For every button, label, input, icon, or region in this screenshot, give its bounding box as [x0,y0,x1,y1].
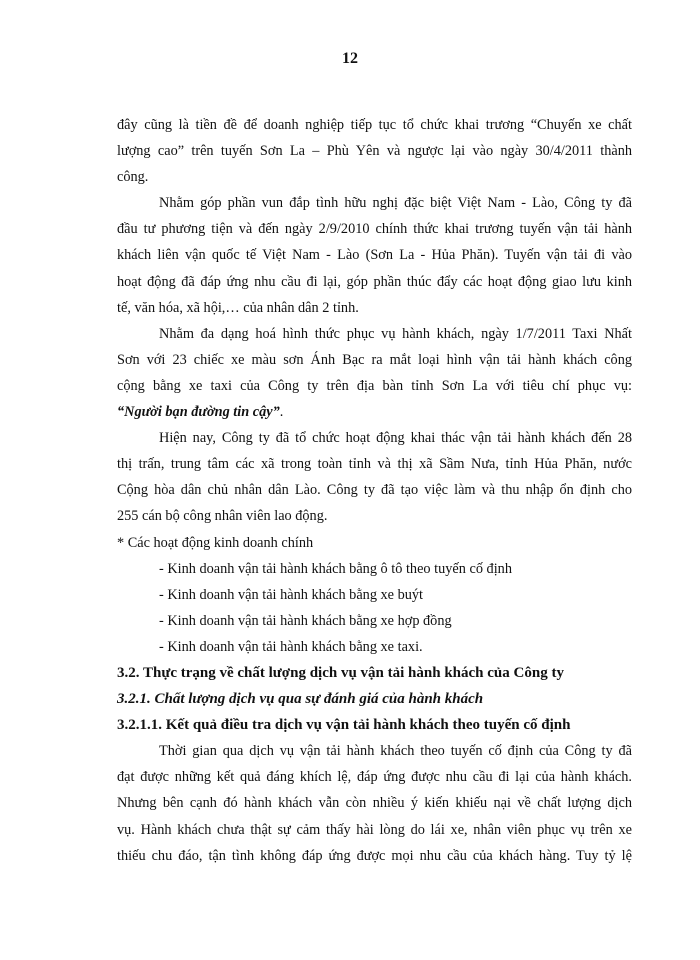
list-item: - Kinh doanh vận tải hành khách bằng xe taxi. [159,638,423,655]
text-line: Hiện nay, Công ty đã tổ chức hoạt động khai thác vận tải hành khách đến 28 [159,430,632,447]
text-line: Cộng hòa dân chủ nhân dân Lào. Công ty đã tạo việc làm và thu nhập ổn định cho [117,482,632,499]
subsubsection-heading: 3.2.1.1. Kết quả điều tra dịch vụ vận tải hành khách theo tuyến cố định [117,717,571,734]
text-line: đây cũng là tiền đề để doanh nghiệp tiếp tục tổ chức khai trương “Chuyến xe chất [117,117,632,133]
text-line: Nhưng bên cạnh đó hành khách vẫn còn nhiều ý kiến khiếu nại về chất lượng dịch [117,795,632,812]
text-line: đầu tư phương tiện và đến ngày 2/9/2010 chính thức khai trương tuyến vận tải hành [117,221,632,238]
text-line: thị trấn, trung tâm các xã trong toàn tỉnh và thị xã Sầm Nưa, tỉnh Hủa Phăn, nước [117,456,632,473]
text-line: Nhằm đa dạng hoá hình thức phục vụ hành khách, ngày 1/7/2011 Taxi Nhất [159,325,632,342]
list-item: - Kinh doanh vận tải hành khách bằng xe hợp đồng [159,612,452,629]
list-heading: * Các hoạt động kinh doanh chính [117,534,314,551]
text-line: 255 cán bộ công nhân viên lao động. [117,508,328,525]
slogan: “Người bạn đường tin cậy” [117,404,280,421]
slogan-period: . [279,404,284,421]
text-line: khách liên vận quốc tế Việt Nam - Lào (Sơn La - Hủa Phăn). Tuyến vận tải đi vào [117,247,632,264]
text-line: thiếu chu đáo, tận tình không đáp ứng được mọi nhu cầu của khách hàng. Tuy tỷ lệ [117,847,632,864]
text-line: Thời gian qua dịch vụ vận tải hành khách theo tuyến cố định của Công ty đã [159,743,632,760]
text-line: công. [117,169,149,186]
section-heading: 3.2. Thực trạng về chất lượng dịch vụ vận tải hành khách của Công ty [117,664,564,681]
text-line: đạt được những kết quả đáng khích lệ, đáp ứng được nhu cầu đi lại của hành khách. [117,769,632,786]
body-text [117,112,632,869]
list-item: - Kinh doanh vận tải hành khách bằng xe buýt [159,586,424,603]
text-line: cộng bằng xe taxi của Công ty trên địa bàn tỉnh Sơn La với tiêu chí phục vụ: [117,377,632,394]
text-line [117,399,632,425]
text-line: Nhằm góp phần vun đắp tình hữu nghị đặc biệt Việt Nam - Lào, Công ty đã [159,195,632,212]
list-item: - Kinh doanh vận tải hành khách bằng ô tô theo tuyến cố định [159,560,512,577]
text-line: vụ. Hành khách chưa thật sự cảm thấy hài lòng do lái xe, nhân viên phục vụ trên xe [117,821,632,838]
text-line: hoạt động đã đáp ứng nhu cầu đi lại, góp phần thúc đẩy các hoạt động giao lưu kinh [117,273,632,290]
text-line: Sơn với 23 chiếc xe màu sơn Ánh Bạc ra mắt loại hình vận tải hành khách công [117,351,632,368]
page-number: 12 [342,50,358,67]
text-line: lượng cao” trên tuyến Sơn La – Phù Yên và ngược lại vào ngày 30/4/2011 thành [117,143,632,160]
text-line: tế, văn hóa, xã hội,… của nhân dân 2 tỉnh. [117,299,359,316]
subsection-heading: 3.2.1. Chất lượng dịch vụ qua sự đánh giá của hành khách [117,691,484,708]
